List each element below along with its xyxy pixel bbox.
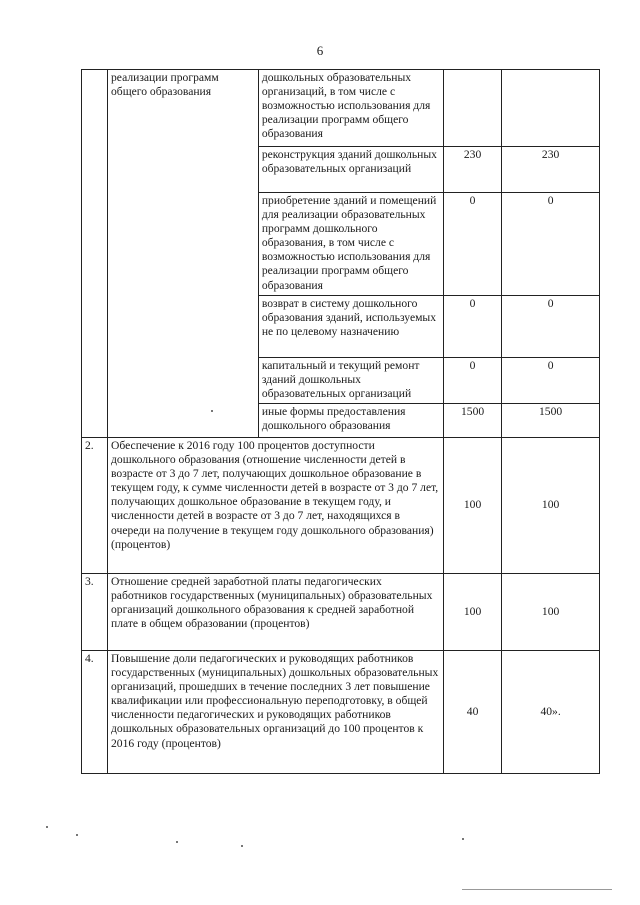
form-cell [258,147,443,193]
value-cell [443,70,501,147]
indicator-label-cell [108,70,259,438]
value-cell: 1500 [502,404,600,438]
table-row [82,438,600,574]
indicator-text: Обеспечение к 2016 году 100 процентов доступности дошкольного образования (отношение численности детей в возрасте от 3 до 7 лет, получающих дошкольное образование в текущем году, к сумме численности детей в возрасте от 3 до 7 лет, получающих дошкольное образование в текущем году, и численности детей в возрасте от 3 до 7 лет, находящихся в очереди на получение в текущем году дошкольного образования) (процентов) [111,439,439,551]
value-cell: 0 [502,296,600,358]
scan-speck [46,826,48,828]
form-cell [258,296,443,358]
value-cell: 0 [443,358,501,404]
table-row [82,70,600,147]
indicator-label: реализации программ общего образования [111,71,219,99]
page-number: 6 [316,43,324,58]
form-cell [258,193,443,296]
form-text: возврат в систему дошкольного образования зданий, используемых не по целевому назначению [261,297,437,339]
indicator-text: Повышение доли педагогических и руководящих работников государственных (муниципальных) дошкольных образовательных организаций, прошедших в течение последних 3 лет повышение квалификации или профессиональную переподготовку, в общей численности педагогических и руководящих работников дошкольных образовательных организаций до 100 процентов к 2016 году (процентов) [111,652,439,750]
value-cell: 100 [443,574,501,651]
value-cell: 40 [443,651,501,774]
value-cell: 100 [502,438,600,574]
indicators-table [81,69,600,774]
table-row [82,651,600,774]
scan-speck [176,841,178,843]
indicator-text-cell [108,438,444,574]
form-text: иные формы предоставления дошкольного образования [261,405,406,433]
value-cell: 230 [502,147,600,193]
value-cell: 0 [502,193,600,296]
value-cell: 1500 [443,404,501,438]
indicator-text-cell [108,651,444,774]
form-cell [258,404,443,438]
form-cell [258,70,443,147]
table-row [82,574,600,651]
row-number-cell: 2. [82,438,108,574]
value-cell: 0 [502,358,600,404]
form-text: капитальный и текущий ремонт зданий дошкольных образовательных организаций [261,359,420,401]
scan-speck [462,838,464,840]
value-cell: 40». [502,651,600,774]
form-text: дошкольных образовательных организаций, в том числе с возможностью использования для реализации программ общего образования [261,71,431,141]
value-cell: 0 [443,193,501,296]
form-text: приобретение зданий и помещений для реализации образовательных программ дошкольного образования, в том числе с возможностью использования для реализации программ общего образования [261,194,437,292]
scan-speck [241,845,243,847]
value-cell: 230 [443,147,501,193]
row-number-cell: 4. [82,651,108,774]
row-number-cell: 3. [82,574,108,651]
form-cell [258,358,443,404]
scan-speck [76,834,78,836]
row-number-cell [82,70,108,438]
scan-edge-line [462,889,612,890]
indicator-text-cell [108,574,444,651]
value-cell: 100 [502,574,600,651]
value-cell [502,70,600,147]
scan-speck [211,410,213,412]
value-cell: 0 [443,296,501,358]
value-cell: 100 [443,438,501,574]
indicator-text: Отношение средней заработной платы педагогических работников государственных (муниципальных) образовательных организаций дошкольного образования к средней заработной плате в общем образовании (процентов) [111,575,433,631]
form-text: реконструкция зданий дошкольных образовательных организаций [261,148,437,176]
